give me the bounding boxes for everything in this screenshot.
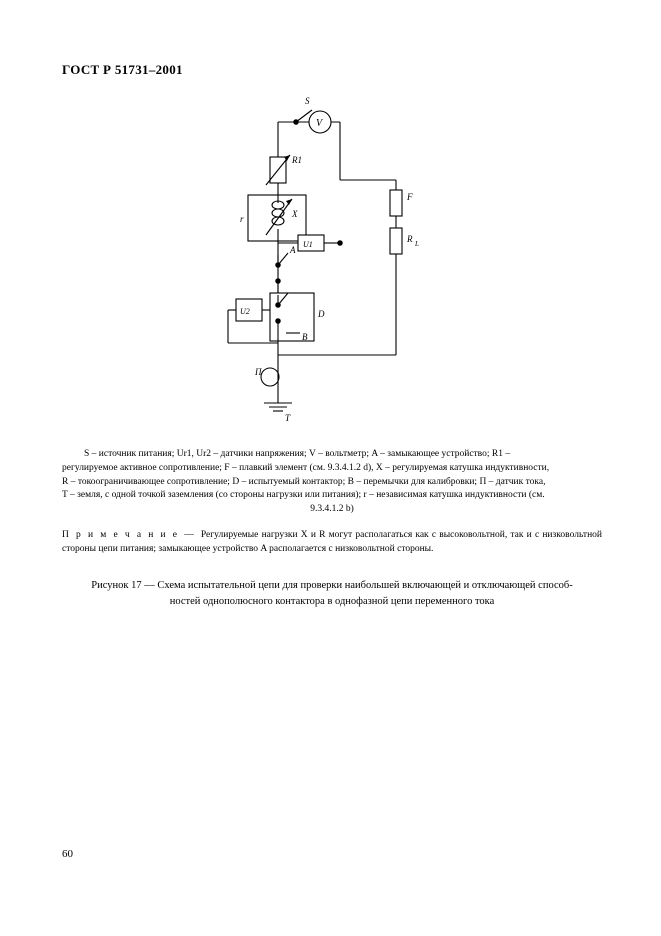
label-B: B [302,332,308,342]
label-R1: R1 [292,155,302,165]
figure-caption-line-1: Рисунок 17 — Схема испытательной цепи для проверки наибольшей включающей и отключающей способ- [91,580,573,591]
label-r: r [240,214,244,224]
page-header: ГОСТ Р 51731–2001 [62,62,183,77]
label-A: A [290,245,296,255]
page-number: 60 [62,848,73,860]
legend-line-3: R – токоограничивающее сопротивление; D – испытуемый контактор; B – перемычки для калибровки; П – датчик тока, [62,476,546,487]
note-label: П р и м е ч а н и е — [62,530,201,540]
label-RL-sub: L [415,240,419,248]
label-V: V [316,118,323,129]
label-D: D [318,309,325,319]
circuit-diagram-svg [200,95,480,425]
figure-caption [62,578,602,610]
legend-line-4: T – земля, с одной точкой заземления (со стороны нагрузки или питания); r – независимая катушка индуктивности (см. [62,490,545,501]
label-S: S [305,96,310,106]
circuit-diagram [200,95,480,425]
figure-legend [62,448,602,517]
label-U1: U1 [303,240,313,249]
legend-line-5: 9.3.4.1.2 b) [310,504,354,515]
figure-caption-line-2: ностей однополюсного контактора в однофазной цепи переменного тока [169,595,495,607]
label-X: X [292,209,298,219]
label-RL: R [407,234,413,244]
label-T: T [285,413,291,423]
figure-note [62,528,602,557]
label-P: П [255,367,262,377]
legend-line-1: S – источник питания; Ur1, Ur2 – датчики напряжения; V – вольтметр; A – замыкающее устройство; R1 – [84,449,511,459]
label-F: F [407,192,413,202]
legend-line-2: регулируемое активное сопротивление; F – плавкий элемент (см. 9.3.4.1.2 d), X – регулируемая катушка индуктивности, [62,462,550,473]
label-U2: U2 [240,307,250,316]
note-text: Регулируемые нагрузки X и R могут располагаться как с высоковольтной, так и с низковольтной стороны цепи питания; замыкающее устройство A располагается с низковольтной стороны. [62,530,602,555]
